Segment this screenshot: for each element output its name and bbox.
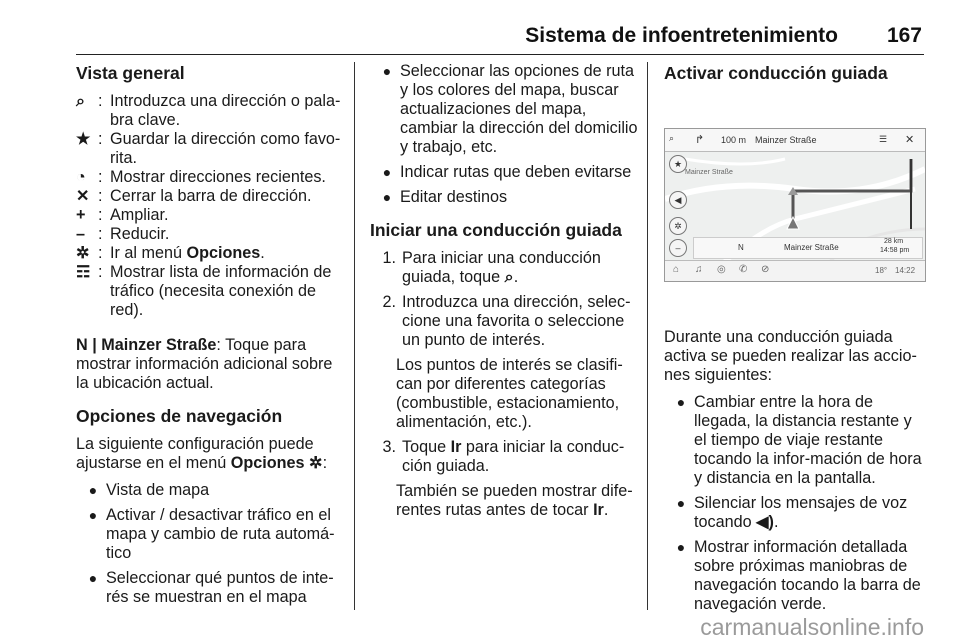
phone-icon: ✆ <box>739 264 748 275</box>
list-item: ● Silenciar los mensajes de voz tocando ◀). <box>676 494 908 531</box>
list-item: ● Seleccionar qué puntos de inte-rés se muestran en el mapa <box>88 569 334 606</box>
column-divider <box>354 62 355 610</box>
column-divider <box>647 62 648 610</box>
minus-icon: – <box>669 239 687 257</box>
turn-arrow-icon: ↱ <box>695 134 705 146</box>
search-icon: ⌕ <box>76 92 86 110</box>
search-icon: ⌕ <box>669 133 675 143</box>
gear-icon: ✲ <box>669 217 687 235</box>
step-2-note: Los puntos de interés se clasifi-can por diferentes categorías (combustible, estacionamiento, alimentación, etc.). <box>396 356 623 431</box>
nav-options-list-cont <box>370 62 638 207</box>
nav-options-list <box>76 481 348 607</box>
step-2: 2. Introduzca una dirección, selec-cione una favorita o seleccione un punto de interés. <box>382 293 631 349</box>
list-item: ● Indicar rutas que deben evitarse <box>382 163 632 181</box>
star-icon: ★ <box>76 130 91 148</box>
definition-item: ⌕ : Introduzca una dirección o pala-bra clave. <box>76 92 341 129</box>
definition-item: ✕ : Cerrar la barra de dirección. <box>76 187 312 205</box>
map-street: Mainzer Straße <box>755 135 817 145</box>
map-bottom-bar: ⌂ ♫ ◎ ✆ ⊘ 18° 14:22 <box>665 260 925 281</box>
definition-list <box>76 92 348 320</box>
definition-item: – : Reducir. <box>76 225 170 243</box>
definition-item: ☶ : Mostrar lista de información de tráfico (necesita conexión de red). <box>76 263 332 319</box>
list-item: ● Vista de mapa <box>88 481 210 499</box>
page-header <box>76 20 924 55</box>
gear-icon: ✲ <box>76 244 90 262</box>
close-icon: ✕ <box>905 134 915 146</box>
gear-icon: ✲ <box>309 454 323 472</box>
info-list-icon: ☶ <box>76 263 91 281</box>
star-icon: ★ <box>669 155 687 173</box>
column-1 <box>76 62 348 613</box>
list-item: ● Mostrar información detallada sobre próximas maniobras de navegación tocando la barra de navegación verde. <box>676 538 921 613</box>
watermark: carmanualsonline.info <box>700 614 924 640</box>
definition-item: + : Ampliar. <box>76 206 169 224</box>
step-1: 1. Para iniciar una conducción guiada, toque ⌕. <box>382 249 601 286</box>
navigation-map-screenshot <box>664 128 926 282</box>
section-heading-start-guidance: Iniciar una conducción guiada <box>370 220 622 240</box>
step-3-note: También se pueden mostrar dife-rentes rutas antes de tocar Ir. <box>396 482 633 519</box>
section-heading-overview: Vista general <box>76 63 185 83</box>
close-icon: ✕ <box>76 187 90 205</box>
section-heading-active-guidance: Activar conducción guiada <box>664 63 888 83</box>
list-item: ● Seleccionar las opciones de ruta y los colores del mapa, buscar actualizaciones del mapa, cambiar la dirección del domicilio y trabajo, etc. <box>382 62 638 156</box>
map-info-bar: N Mainzer Straße 28 km 14:58 pm <box>693 237 923 259</box>
map-street-label: Mainzer Straße <box>685 169 733 176</box>
speaker-icon: ◀) <box>756 513 774 531</box>
list-item: ● Editar destinos <box>382 188 508 206</box>
definition-item: ✲ : Ir al menú Opciones. <box>76 244 265 262</box>
list-item: ● Activar / desactivar tráfico en el mapa y cambio de ruta automá-tico <box>88 506 335 562</box>
location-paragraph: N | Mainzer Straße: Toque para mostrar información adicional sobre la ubicación actual. <box>76 336 333 392</box>
search-icon: ⌕ <box>504 268 514 286</box>
list-item: ● Cambiar entre la hora de llegada, la distancia restante y el tiempo de viaje restante tocando la infor-mación de hora y distancia en la pantalla. <box>676 393 922 487</box>
history-icon: ◔ <box>76 168 86 186</box>
list-icon: ☰ <box>879 134 888 144</box>
nav-options-intro: La siguiente configuración puede ajustarse en el menú Opciones ✲: <box>76 435 328 472</box>
active-guidance-intro: Durante una conducción guiada activa se pueden realizar las accio-nes siguientes: <box>664 328 917 384</box>
plus-icon: + <box>76 206 86 224</box>
navigation-icon: ◎ <box>717 264 726 275</box>
music-icon: ♫ <box>695 264 703 275</box>
definition-item: ★ : Guardar la dirección como favo-rita. <box>76 130 341 167</box>
page-number: 167 <box>886 24 922 47</box>
map-address-bar <box>665 129 925 152</box>
page-title: Sistema de infoentretenimiento <box>525 24 838 47</box>
step-3: 3. Toque Ir para iniciar la conduc-ción guiada. <box>382 438 625 475</box>
section-heading-nav-options: Opciones de navegación <box>76 406 283 426</box>
speaker-icon: ◀ <box>669 191 687 209</box>
projection-icon: ⊘ <box>761 264 770 275</box>
definition-item: ◔ : Mostrar direcciones recientes. <box>76 168 326 186</box>
minus-icon: – <box>76 225 86 243</box>
column-2 <box>370 62 638 526</box>
home-icon: ⌂ <box>673 264 680 275</box>
map-distance: 100 m <box>721 135 747 145</box>
